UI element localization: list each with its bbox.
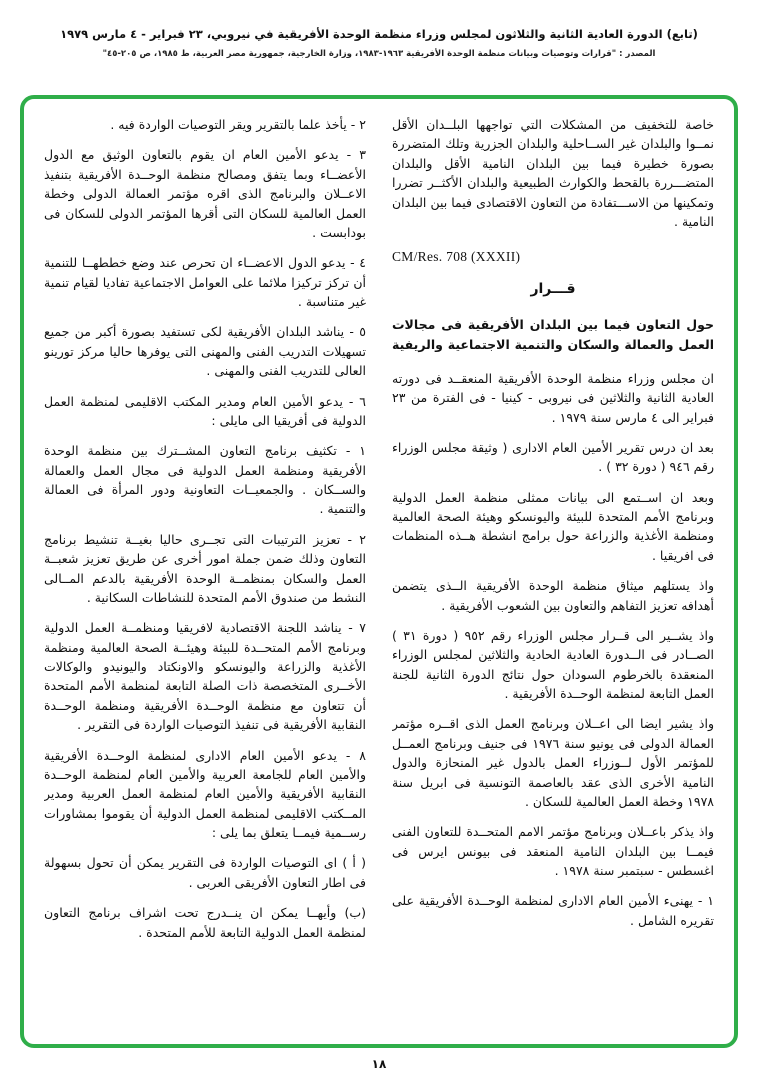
operative-paragraph: ٥ - يناشد البلدان الأفريقية لكى تستفيد بصورة أكبر من جميع تسهيلات التدريب الفنى والمهنى التى يوفرها حاليا مركز تورينو العالى للتدريب الفنى والمهنى . — [44, 324, 366, 379]
page-footer — [0, 1053, 758, 1072]
operative-paragraph: ٣ - يدعو الأمين العام ان يقوم بالتعاون الوثيق مع الدول الأعضــاء وبما يتفق ومصالح منظمة الوحــدة الأفريقية بتنفيذ الاعــلان والبرنامج الذى اقره مؤتمر العمالة الدولى وخطة العمل العالمية للسكان التى أقرها المؤتمر الدولى للسكان فى بودابست . — [44, 147, 366, 240]
operative-paragraph: ٨ - يدعو الأمين العام الادارى لمنظمة الوحــدة الأفريقية والأمين العام للجامعة العربية والأمين العام لمنظمة الوحــدة النقابية الأفريقية والأمين العام لمنظمة العمل العربية ومدير المــكتب الاقليمى لمنظمة العمل الدولية أن يقوموا بمشاورات رســمية فيمــا يتعلق بما يلى : — [44, 747, 366, 840]
preamble-paragraph: واذ يشير ايضا الى اعــلان وبرنامج العمل الذى اقــره مؤتمر العمالة الدولى فى يونيو سنة ١٩٧٦ فى جنيف وبرنامج العمــل للمؤتمر الأول لــوزراء العمل بالدول غير المنحازة والدول النامية الأخرى الذى عقد بالعاصمة التونسية فى ابريل سنة ١٩٧٨ وخطة العمل العالمية للسكان . — [392, 716, 714, 809]
left-column — [44, 115, 366, 1028]
operative-paragraph: ١ - يهنىء الأمين العام الادارى لمنظمة الوحــدة الأفريقية على تقريره الشامل . — [392, 893, 714, 928]
operative-paragraph: ٧ - يناشد اللجنة الاقتصادية لافريقيا ومنظمــة العمل الدولية وبرنامج الأمم المتحــدة للبيئة وهيئــة الصحة العالمية ومنظمة الأغذية والزراعة واليونسكو والاونكتاد واليونيدو والوكالات الأخــرى المتخصصة ذات الصلة التابعة لمنظمة الأمم المتحدة أن تتعاون مع منظمة الوحــدة الأفريقية ومنظمة الوحــدة النقابية الأفريقية فى تنفيذ التوصيات الواردة فى التقرير . — [44, 620, 366, 733]
resolution-title: قـــرار — [530, 281, 576, 298]
operative-paragraph: ٦ - يدعو الأمين العام ومدير المكتب الاقليمى لمنظمة العمل الدولية فى أفريقيا الى مايلى : — [44, 393, 366, 428]
sub-item-paragraph: (ب) وأيهــا يمكن ان ينــدرج تحت اشراف برنامج التعاون لمنظمة العمل الدولية التابعة للأمم المتحدة . — [44, 905, 366, 940]
preamble-paragraph: واذ يذكر باعــلان وبرنامج مؤتمر الامم المتحــدة للتعاون الفنى فيمــا بين البلدان النامية المنعقد فى بيونس ايرس فى اغسطس - سبتمبر سنة ١٩٧٨ . — [392, 824, 714, 879]
continuation-paragraph: خاصة للتخفيف من المشكلات التي تواجهها البلــدان الأقل نمــوا والبلدان غير الســاحلية والبلدان الجزرية وتلك المتضررة بصورة خطيرة فيما بين البلدان النامية الأقل والبلدان المتضـــررة بالقحط والكوارث الطبيعية والبلدان الأكثــر تضررا وتمكينها من الاســـتفادة من التعاون الاقتصادى فيما بين البلدان النامية . — [392, 117, 714, 229]
resolution-number: CM/Res. 708 (XXXII) — [392, 249, 521, 265]
preamble-paragraph: واذ يشــير الى قــرار مجلس الوزراء رقم ٩٥٢ ( دورة ٣١ ) الصــادر فى الــدورة العادية الحادية والثلاثين لمجلس الوزراء المنعقدة بالخرطوم السودان حول نتائج الدورة الثانية للجنة العمل التابعة لمنظمة الوحــدة الأفريقية . — [392, 627, 714, 702]
preamble-paragraph: بعد ان درس تقرير الأمين العام الادارى ( وثيقة مجلس الوزراء رقم ٩٤٦ ( دورة ٣٢ ) . — [392, 439, 714, 475]
header-source-line: المصدر : "قرارات وتوصيات وبيانات منظمة الوحدة الأفريقية ١٩٦٣-١٩٨٣، وزارة الخارجية، جمهورية مصر العربية، ط ١٩٨٥، ص ٢٠٥-٤٥" — [102, 49, 656, 60]
preamble-paragraph: ان مجلس وزراء منظمة الوحدة الأفريقية المنعقــد فى دورته العادية الثانية والثلاثين فى نيروبى - كينيا - فى الفترة من ٢٣ فبراير الى ٤ مارس سنة ١٩٧٩ . — [392, 370, 714, 425]
page-header — [0, 0, 758, 59]
header-session-line: (تابع) الدورة العادية الثانية والثلاثون لمجلس وزراء منظمة الوحدة الأفريقية في نيروبي، ٢٣ فبراير - ٤ مارس ١٩٧٩ — [60, 27, 698, 41]
green-border-frame — [20, 95, 738, 1048]
sub-item-paragraph: ١ - تكثيف برنامج التعاون المشــترك بين منظمة الوحدة الأفريقية ومنظمة العمل الدولية فى مجال العمل والعمالة والســكان . والجمعيــات التعاونية ودور المرأة فى العمالة والتنمية . — [44, 443, 366, 517]
resolution-subtitle: حول التعاون فيما بين البلدان الأفريقية فى مجالات العمل والعمالة والسكان والتنمية الاجتماعية والريفية — [392, 316, 714, 352]
preamble-paragraph: وبعد ان اســتمع الى بيانات ممثلى منظمة العمل الدولية وبرنامج الأمم المتحدة للبيئة واليونسكو وهيئة الصحة العالمية ومنظمة الأغذية والزراعة حول برامج انشطة هــذه المنظمات فى افريقيا . — [392, 489, 714, 563]
two-column-body — [44, 115, 714, 1028]
operative-paragraph: ٤ - يدعو الدول الاعضــاء ان تحرص عند وضع خططهــا للتنمية أن تركز تركيزا ملائما على العوامل الاجتماعية تفاديا لقيام تنمية غير متناسبة . — [44, 255, 366, 309]
page-number: ١٨ — [371, 1057, 387, 1071]
operative-paragraph: ٢ - يأخذ علما بالتقرير ويقر التوصيات الواردة فيه . — [110, 117, 366, 132]
sub-item-paragraph: ( أ ) اى التوصيات الواردة فى التقرير يمكن أن تحول بسهولة فى اطار التعاون الأفريقى العربى . — [44, 855, 366, 890]
sub-item-paragraph: ٢ - تعزيز الترتيبات التى تجــرى حاليا بغيــة تنشيط برنامج التعاون وذلك ضمن جملة امور أخرى عن طريق تعزيز شعبــة العمل والسكان بمنظمــة الوحدة الأفريقية بالدعم المــالى النشط من صندوق الأمم المتحدة للنشاطات السكانية . — [44, 531, 366, 605]
right-column — [392, 115, 714, 1028]
preamble-paragraph: واذ يستلهم ميثاق منظمة الوحدة الأفريقية الــذى يتضمن أهدافه تعزيز التفاهم والتعاون بين الشعوب الأفريقية . — [392, 578, 714, 613]
